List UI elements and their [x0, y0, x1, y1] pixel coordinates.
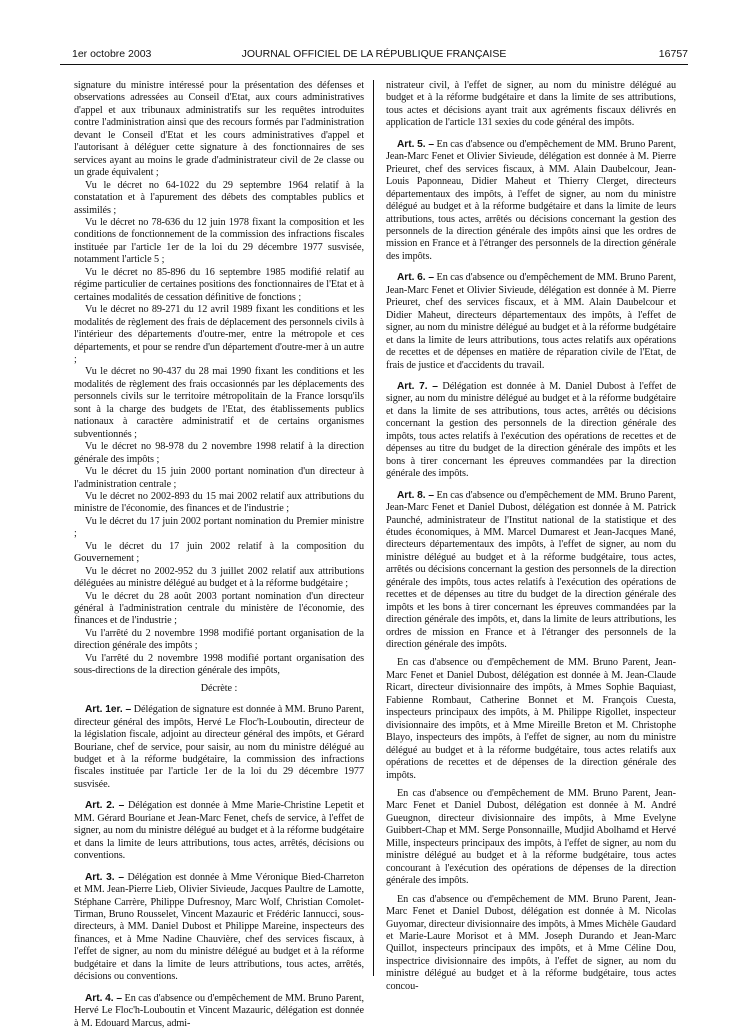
article-1 [74, 704, 364, 791]
article-2 [74, 800, 364, 862]
article-text: En cas d'absence ou d'empêchement de MM. Bruno Parent, Hervé Le Floc'h-Louboutin et Vincent Mazauric, délégation est donnée à M. Edouard Marcus, admi- [74, 992, 365, 1029]
article-label: Art. 3. – [85, 871, 124, 883]
journal-title: JOURNAL OFFICIEL DE LA RÉPUBLIQUE FRANÇAISE [241, 48, 507, 60]
article-label: Art. 7. – [397, 380, 438, 392]
article-4 [74, 993, 364, 1030]
paragraph: nistrateur civil, à l'effet de signer, au nom du ministre délégué au budget et à la réforme budgétaire et dans la limite de ses attributions, tous actes et décisions ayant trait aux agréments fiscaux délivrés en application de l'article 131 sexies du code général des impôts. [386, 80, 676, 129]
issue-date: 1er octobre 2003 [72, 48, 152, 60]
article-label: Art. 5. – [397, 138, 434, 150]
paragraph: Vu le décret no 85-896 du 16 septembre 1985 modifié relatif au régime particulier de certaines positions des fonctionnaires de l'Etat et à certaines modalités de cessation définitive de fonctions ; [74, 266, 364, 303]
paragraph: signature du ministre intéressé pour la présentation des défenses et observations adressées au Conseil d'Etat, aux cours administratives d'appel et aux tribunaux administratifs sur les requêtes introduites contre l'administration ainsi que des recours formés par l'administration devant le Conseil d'Etat et les cours administratives d'appel et l'autorisant à déléguer cette signature à des fonctionnaires de ses services ayant au moins le grade d'administrateur civil de 2e classe ou un grade équivalent ; [74, 80, 364, 179]
article-7 [386, 381, 676, 481]
article-text: En cas d'absence ou d'empêchement de MM. Bruno Parent, Jean-Marc Fenet et Olivier Sivieude, délégation est donnée à M. Pierre Prieuret, chef des services fiscaux, et à MM. Alain Daubelcour et Didier Maheut, directeurs départementaux des impôts, à l'effet de signer, au nom du ministre délégué au budget et à la réforme budgétaire et dans la limite de leurs attributions, tous actes relatifs aux opérations de recettes et de dépenses en matière de réparation civile de l'Etat, de frais de justice et d'accidents du travail. [386, 272, 677, 371]
right-column [386, 80, 676, 993]
paragraph: Vu le décret du 17 juin 2002 relatif à la composition du Gouvernement ; [74, 540, 364, 565]
article-label: Art. 4. – [85, 992, 122, 1004]
column-divider [373, 80, 374, 976]
decrete-heading: Décrète : [200, 682, 238, 694]
paragraph: Vu le décret du 17 juin 2002 portant nomination du Premier ministre ; [74, 515, 364, 540]
header-rule [60, 64, 688, 65]
paragraph: Vu le décret no 2002-952 du 3 juillet 2002 relatif aux attributions déléguées au ministre délégué au budget et à la réforme budgétaire ; [74, 565, 364, 590]
article-text: Délégation de signature est donnée à MM. Bruno Parent, directeur général des impôts, Hervé Le Floc'h-Louboutin, directeur de la législation fiscale, adjoint au directeur général des impôts, et Gérard Bouriane, chef de service, pour saisir, au nom du ministre délégué au budget et à la réforme budgétaire, la commission des infractions fiscales instituée par l'article 1er de la loi du 29 décembre 1977 susvisée. [74, 704, 364, 790]
paragraph: Vu le décret du 15 juin 2000 portant nomination d'un directeur à l'administration centrale ; [74, 466, 364, 490]
left-column [74, 80, 364, 1030]
paragraph: Vu le décret no 64-1022 du 29 septembre 1964 relatif à la constatation et à l'apurement des débets des comptables publics et assimilés ; [74, 179, 364, 216]
article-label: Art. 2. – [85, 800, 125, 812]
article-text: Délégation est donnée à M. Daniel Dubost à l'effet de signer, au nom du ministre délégué au budget et à la réforme budgétaire et dans la limite de ses attributions, tous actes, arrêtés ou décisions concernant la gestion des personnels de la direction générale des impôts, tous actes relatifs à l'exécution des opérations de recettes et de dépenses au titre du budget de la direction générale des impôts et les bons à tirer concernant les épreuves commandées par la direction générale des impôts. [386, 380, 677, 480]
page-number: 16757 [658, 48, 688, 60]
article-3 [74, 872, 364, 984]
paragraph: Vu le décret no 98-978 du 2 novembre 1998 relatif à la direction générale des impôts ; [74, 441, 364, 465]
article-text: Délégation est donnée à Mme Véronique Bied-Charreton et MM. Jean-Pierre Lieb, Olivier Sivieude, Jacques Paultre de Lamotte, Stéphane Carrère, Philippe Dufresnoy, Marc Wolf, Christian Comolet-Tirman, Bruno Rousselet, Vincent Mazauric et Frédéric Iannucci, sous-directeurs, à MM. Daniel Dubost et Philippe Mareine, inspecteurs des finances, et à Mme Nadine Chauvière, chef des services fiscaux, à l'effet de signer, au nom du ministre délégué au budget et à la réforme budgétaire et dans la limite de leurs attributions, tous actes, arrêtés, décisions ou conventions. [74, 871, 365, 983]
article-label: Art. 6. – [397, 272, 434, 284]
article-text: En cas d'absence ou d'empêchement de MM. Bruno Parent, Jean-Marc Fenet et Olivier Sivieude, délégation est donnée à M. Pierre Prieuret, chef des services fiscaux, à MM. Alain Daubelcour, Jean-Louis Paponneau, Didier Maheut et Thierry Clerget, directeurs départementaux des impôts, à l'effet de signer, au nom du ministre délégué au budget et à la réforme budgétaire et dans la limite de leurs attributions, tous actes, arrêtés ou décisions concernant la gestion des personnels de la direction générale des impôts ainsi que les ordres de mission en France et à l'étranger des personnels de la direction générale des impôts. [386, 138, 677, 262]
article-label: Art. 8. – [397, 489, 434, 501]
article-5 [386, 139, 676, 264]
paragraph: Vu le décret du 28 août 2003 portant nomination d'un directeur général à l'administration centrale du ministère de l'économie, des finances et de l'industrie ; [74, 590, 364, 627]
article-6 [386, 272, 676, 372]
article-label: Art. 1er. – [85, 704, 132, 716]
paragraph: En cas d'absence ou d'empêchement de MM. Bruno Parent, Jean-Marc Fenet et Daniel Dubost, délégation est donnée à M. Nicolas Guyomar, directeur divisionnaire des impôts, à Mmes Michèle Gaudard et Marie-Laure Morisot et à MM. Joseph Durando et Jean-Marc Quillot, inspecteurs principaux des impôts, et à Mme Céline Dou, inspectrice divisionnaire des impôts, à l'effet de signer, au nom du ministre délégué au budget et à la réforme budgétaire, tous actes concou- [386, 893, 676, 992]
paragraph: Vu le décret no 89-271 du 12 avril 1989 fixant les conditions et les modalités de règlement des frais de déplacement des personnels civils à l'intérieur des départements d'outre-mer, entre la métropole et ces départements, et pour se rendre d'un département d'outre-mer à un autre ; [74, 304, 364, 365]
paragraph: En cas d'absence ou d'empêchement de MM. Bruno Parent, Jean-Marc Fenet et Daniel Dubost, délégation est donnée à M. Jean-Claude Ricart, directeur divisionnaire des impôts, à Mmes Sophie Baquiast, Fabienne Rombaut, Catherine Bonnet et M. François Cuesta, inspecteurs principaux des impôts, à M. Philippe Rigollet, inspecteur divisionnaire des impôts, et à Mme Mireille Breton et M. Christophe Blayo, inspecteurs des impôts, à l'effet de signer, au nom du ministre délégué au budget et à la réforme budgétaire, tous actes relatifs aux opérations de recettes et de dépenses de la direction générale des impôts. [386, 657, 676, 781]
paragraph: Vu le décret no 2002-893 du 15 mai 2002 relatif aux attributions du ministre de l'économie, des finances et de l'industrie ; [74, 490, 364, 515]
paragraph: Vu l'arrêté du 2 novembre 1998 modifié portant organisation des sous-directions de la direction générale des impôts, [74, 652, 364, 677]
article-text: En cas d'absence ou d'empêchement de MM. Bruno Parent, Jean-Marc Fenet et Daniel Dubost, délégation est donnée à M. Patrick Paunché, administrateur de l'Institut national de la statistique et des études économiques, à MM. Marcel Dumarest et Jean-Jacques Mané, directeurs départementaux des impôts, à l'effet de signer, au nom du ministre délégué au budget et à la réforme budgétaire, tous actes, arrêtés ou décisions concernant la gestion des personnels de la direction générale des impôts, tous actes relatifs à l'exécution des opérations de recettes et de dépenses au titre du budget de la direction générale des impôts et les bons à tirer concernant les épreuves commandées par la direction générale des impôts, et, dans la limite de leurs attributions, les ordres de mission en France et à l'étranger des personnels de la direction générale des impôts. [386, 489, 677, 651]
paragraph: Vu le décret no 78-636 du 12 juin 1978 fixant la composition et les conditions de fonctionnement de la commission des infractions fiscales instituée par l'article 1er de la loi du 29 décembre 1977 susvisée, notamment l'article 5 ; [74, 216, 364, 266]
article-8 [386, 490, 676, 652]
article-text: Délégation est donnée à Mme Marie-Christine Lepetit et MM. Gérard Bouriane et Jean-Marc Fenet, chefs de service, à l'effet de signer, au nom du ministre délégué au budget et à la réforme budgétaire et dans la limite de leurs attributions, tous actes, arrêtés, décisions ou conventions. [74, 800, 364, 862]
paragraph: Vu le décret no 90-437 du 28 mai 1990 fixant les conditions et les modalités de règlement des frais occasionnés par les déplacements des personnels civils sur le territoire métropolitain de la France lorsqu'ils sont à la charge des budgets de l'Etat, des établissements publics nationaux à caractère administratif et de certains organismes subventionnés ; [74, 366, 364, 440]
page-header [60, 46, 688, 64]
paragraph: En cas d'absence ou d'empêchement de MM. Bruno Parent, Jean-Marc Fenet et Daniel Dubost, délégation est donnée à M. André Gueugnon, directeur divisionnaire des impôts, à Mme Evelyne Guibbert-Chap et MM. Serge Ponsonnaille, Mudjid Abolhamd et Hervé Mille, inspecteurs principaux des impôts, à l'effet de signer, au nom du ministre délégué au budget et à la réforme budgétaire, tous actes concourant à l'exécution des opérations de dépenses de la direction générale des impôts. [386, 788, 676, 887]
paragraph: Vu l'arrêté du 2 novembre 1998 modifié portant organisation de la direction générale des impôts ; [74, 627, 364, 652]
